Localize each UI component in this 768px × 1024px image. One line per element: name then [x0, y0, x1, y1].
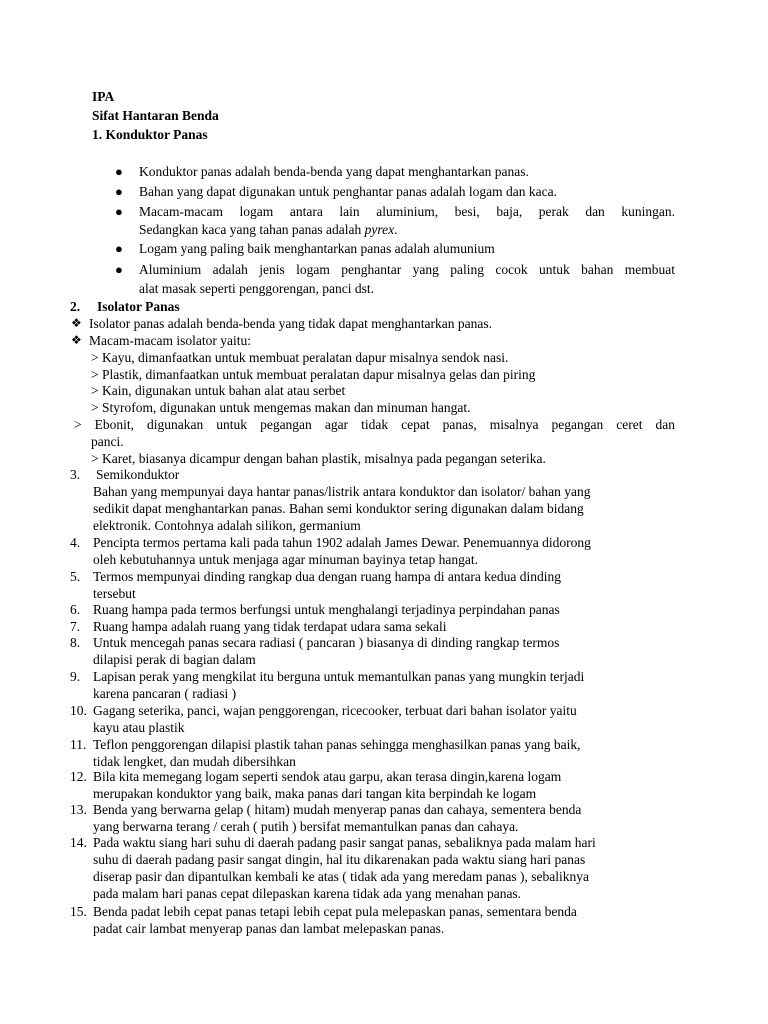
isolator-definition: Isolator panas adalah benda-benda yang tidak dapat menghantarkan panas.	[89, 316, 492, 331]
item-number: 4.	[70, 535, 81, 550]
item-3-line: elektronik. Contohnya adalah silikon, germanium	[93, 518, 361, 533]
isolator-item-kayu: > Kayu, dimanfaatkan untuk membuat peralatan dapur misalnya sendok nasi.	[91, 350, 509, 365]
item-13-line: yang berwarna terang / cerah ( putih ) bersifat memantulkan panas dan cahaya.	[93, 819, 519, 834]
item-15-line: padat cair lambat menyerap panas dan lambat melepaskan panas.	[93, 921, 445, 936]
item-number: 13.	[70, 802, 87, 817]
item-3-line: Bahan yang mempunyai daya hantar panas/listrik antara konduktor dan isolator/ bahan yang	[93, 484, 591, 499]
bullet-dot: ●	[115, 204, 123, 219]
bullet-dot: ●	[115, 262, 123, 277]
item-number: 11.	[70, 737, 87, 752]
item-11-line: Teflon penggorengan dilapisi plastik tahan panas sehingga menghasilkan panas yang baik,	[93, 737, 581, 752]
bullet-3-line-1: Macam-macam logam antara lain aluminium, besi, baja, perak dan kuningan.	[139, 204, 675, 219]
item-8-line: Untuk mencegah panas secara radiasi ( pancaran ) biasanya di dinding rangkap termos	[93, 635, 560, 650]
diamond-bullet-icon: ❖	[71, 333, 82, 347]
item-4-line: Pencipta termos pertama kali pada tahun 1902 adalah James Dewar. Penemuannya didorong	[93, 535, 591, 550]
bullet-1: Konduktor panas adalah benda-benda yang dapat menghantarkan panas.	[139, 164, 529, 179]
item-number: 14.	[70, 835, 87, 850]
item-4-line: oleh kebutuhannya untuk menjaga agar minuman bayinya tetap hangat.	[93, 552, 479, 567]
item-number: 15.	[70, 904, 87, 919]
item-3-line: Semikonduktor	[96, 467, 180, 482]
item-6-line: Ruang hampa pada termos berfungsi untuk menghalangi terjadinya perpindahan panas	[93, 602, 560, 617]
isolator-item-kain: > Kain, digunakan untuk bahan alat atau serbet	[91, 383, 346, 398]
item-14-line: pada malam hari panas cepat dilepaskan karena tidak ada yang menahan panas.	[93, 886, 522, 901]
item-11-line: tidak lengket, dan mudah dibersihkan	[93, 754, 296, 769]
item-9-line: karena pancaran ( radiasi )	[93, 686, 237, 701]
item-number: 10.	[70, 703, 87, 718]
page-title: Sifat Hantaran Benda	[92, 108, 219, 123]
bullet-dot: ●	[115, 164, 123, 179]
item-12-line: Bila kita memegang logam seperti sendok atau garpu, akan terasa dingin,karena logam	[93, 769, 562, 784]
bullet-dot: ●	[115, 241, 123, 256]
bullet-3-text: Sedangkan kaca yang tahan panas adalah	[139, 222, 365, 237]
pyrex-term: pyrex	[364, 222, 395, 237]
item-14-line: diserap pasir dan dipantulkan kembali ke atas ( tidak ada yang meredam panas ), sebaliknya	[93, 869, 589, 884]
item-5-line: tersebut	[93, 586, 136, 601]
isolator-item-karet: > Karet, biasanya dicampur dengan bahan plastik, misalnya pada pegangan seterika.	[91, 451, 546, 466]
bullet-5-line-1: Aluminium adalah jenis logam penghantar yang paling cocok untuk bahan membuat	[139, 262, 675, 277]
item-number: 6.	[70, 602, 81, 617]
item-14-line: suhu di daerah padang pasir sangat dingin, hal itu dikarenakan pada waktu siang hari panas	[93, 852, 586, 867]
item-number: 12.	[70, 769, 87, 784]
item-number: 3.	[70, 467, 81, 482]
bullet-2: Bahan yang dapat digunakan untuk penghantar panas adalah logam dan kaca.	[139, 184, 557, 199]
item-13-line: Benda yang berwarna gelap ( hitam) mudah menyerap panas dan cahaya, sementera benda	[93, 802, 582, 817]
isolator-item-ebonit-line-1: > Ebonit, digunakan untuk pegangan agar tidak cepat panas, misalnya pegangan ceret dan	[74, 417, 675, 432]
isolator-item-ebonit-line-2: panci.	[91, 434, 124, 449]
bullet-dot: ●	[115, 184, 123, 199]
isolator-types-intro: Macam-macam isolator yaitu:	[89, 333, 251, 348]
item-9-line: Lapisan perak yang mengkilat itu berguna untuk memantulkan panas yang mungkin terjadi	[93, 669, 585, 684]
section-2-number: 2.	[70, 299, 81, 314]
isolator-item-plastik: > Plastik, dimanfaatkan untuk membuat peralatan dapur misalnya gelas dan piring	[91, 367, 536, 382]
item-14-line: Pada waktu siang hari suhu di daerah padang pasir sangat panas, sebaliknya pada malam hari	[93, 835, 596, 850]
item-5-line: Termos mempunyai dinding rangkap dua dengan ruang hampa di antara kedua dinding	[93, 569, 562, 584]
item-number: 8.	[70, 635, 81, 650]
bullet-5-line-2: alat masak seperti penggorengan, panci dst.	[139, 281, 375, 296]
diamond-bullet-icon: ❖	[71, 316, 82, 330]
item-12-line: merupakan konduktor yang baik, maka panas dari tangan kita berpindah ke logam	[93, 786, 537, 801]
bullet-4: Logam yang paling baik menghantarkan panas adalah alumunium	[139, 241, 495, 256]
item-7-line: Ruang hampa adalah ruang yang tidak terdapat udara sama sekali	[93, 619, 447, 634]
item-number: 5.	[70, 569, 81, 584]
item-15-line: Benda padat lebih cepat panas tetapi lebih cepat pula melepaskan panas, sementara benda	[93, 904, 577, 919]
isolator-item-styrofom: > Styrofom, digunakan untuk mengemas makan dan minuman hangat.	[91, 400, 471, 415]
item-number: 9.	[70, 669, 81, 684]
section-1-heading: 1. Konduktor Panas	[92, 127, 208, 142]
item-number: 7.	[70, 619, 81, 634]
bullet-3-period: .	[394, 222, 398, 237]
subject-heading: IPA	[92, 89, 115, 104]
item-10-line: Gagang seterika, panci, wajan penggorengan, ricecooker, terbuat dari bahan isolator yaitu	[93, 703, 577, 718]
bullet-3-line-2	[139, 221, 398, 238]
item-3-line: sedikit dapat menghantarkan panas. Bahan semi konduktor sering digunakan dalam bidang	[93, 501, 584, 516]
section-2-heading: Isolator Panas	[97, 299, 180, 314]
item-10-line: kayu atau plastik	[93, 720, 185, 735]
item-8-line: dilapisi perak di bagian dalam	[93, 652, 256, 667]
